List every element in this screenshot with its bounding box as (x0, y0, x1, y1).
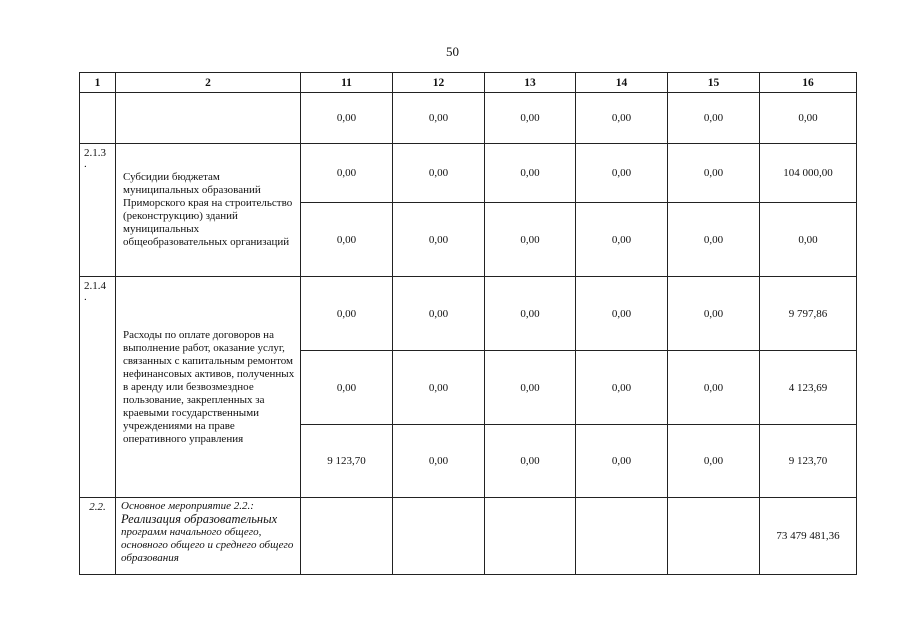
row-code (80, 144, 116, 277)
header-row (80, 73, 857, 93)
value-cell: 73 479 481,36 (760, 498, 857, 575)
value-cell: 0,00 (576, 425, 668, 498)
value-cell: 0,00 (301, 203, 393, 277)
value-cell: 0,00 (393, 203, 485, 277)
header-col-12: 12 (393, 73, 485, 93)
row-code-number: 2.1.4 (84, 280, 106, 292)
value-cell (576, 498, 668, 575)
row-code (80, 277, 116, 498)
value-cell: 0,00 (485, 351, 576, 425)
value-cell (301, 498, 393, 575)
value-cell: 0,00 (760, 203, 857, 277)
value-cell: 0,00 (393, 144, 485, 203)
row-code-suffix: . (84, 158, 87, 170)
row-code-suffix: . (84, 291, 87, 303)
value-cell: 0,00 (485, 425, 576, 498)
header-col-11: 11 (301, 73, 393, 93)
row-desc: Субсидии бюджетам муниципальных образований Приморского края на строительство (реконструкцию) зданий муниципальных общеобразовательных организаций (116, 144, 301, 277)
table-row (80, 498, 857, 575)
value-cell: 0,00 (576, 277, 668, 351)
value-cell: 0,00 (576, 93, 668, 144)
row-code: 2.2. (80, 498, 116, 575)
row-desc-line: Реализация образовательных (121, 512, 278, 526)
header-col-14: 14 (576, 73, 668, 93)
row-code (80, 93, 116, 144)
value-cell: 9 123,70 (760, 425, 857, 498)
value-cell: 0,00 (301, 93, 393, 144)
budget-table (79, 72, 857, 575)
value-cell: 0,00 (393, 425, 485, 498)
row-desc: Расходы по оплате договоров на выполнение работ, оказание услуг, связанных с капитальным ремонтом нефинансовых активов, полученных в аренду или безвозмездное пользование, закрепленных за краевыми государственными учреждениями на праве оперативного управления (116, 277, 301, 498)
value-cell: 0,00 (393, 93, 485, 144)
header-col-15: 15 (668, 73, 760, 93)
table-row (80, 277, 857, 351)
table-row (80, 93, 857, 144)
value-cell: 0,00 (485, 277, 576, 351)
value-cell: 104 000,00 (760, 144, 857, 203)
header-col-2: 2 (116, 73, 301, 93)
value-cell: 0,00 (485, 203, 576, 277)
value-cell: 0,00 (668, 93, 760, 144)
value-cell: 0,00 (668, 425, 760, 498)
value-cell: 0,00 (393, 277, 485, 351)
value-cell: 0,00 (301, 351, 393, 425)
row-desc-line: Основное мероприятие 2.2.: (121, 500, 254, 512)
row-desc (116, 498, 301, 575)
value-cell: 9 123,70 (301, 425, 393, 498)
value-cell (668, 498, 760, 575)
value-cell (485, 498, 576, 575)
header-col-1: 1 (80, 73, 116, 93)
page-number: 50 (446, 44, 459, 59)
value-cell: 9 797,86 (760, 277, 857, 351)
value-cell: 0,00 (576, 351, 668, 425)
value-cell: 0,00 (301, 277, 393, 351)
value-cell: 0,00 (485, 144, 576, 203)
value-cell: 0,00 (576, 203, 668, 277)
value-cell: 0,00 (301, 144, 393, 203)
value-cell: 4 123,69 (760, 351, 857, 425)
table-row (80, 144, 857, 203)
value-cell: 0,00 (485, 93, 576, 144)
value-cell (393, 498, 485, 575)
value-cell: 0,00 (668, 144, 760, 203)
row-desc-line: программ начального общего, основного общего и среднего общего образования (121, 526, 294, 564)
value-cell: 0,00 (393, 351, 485, 425)
value-cell: 0,00 (576, 144, 668, 203)
value-cell: 0,00 (760, 93, 857, 144)
value-cell: 0,00 (668, 203, 760, 277)
value-cell: 0,00 (668, 277, 760, 351)
header-col-13: 13 (485, 73, 576, 93)
value-cell: 0,00 (668, 351, 760, 425)
header-col-16: 16 (760, 73, 857, 93)
row-code-number: 2.1.3 (84, 147, 106, 159)
row-desc (116, 93, 301, 144)
